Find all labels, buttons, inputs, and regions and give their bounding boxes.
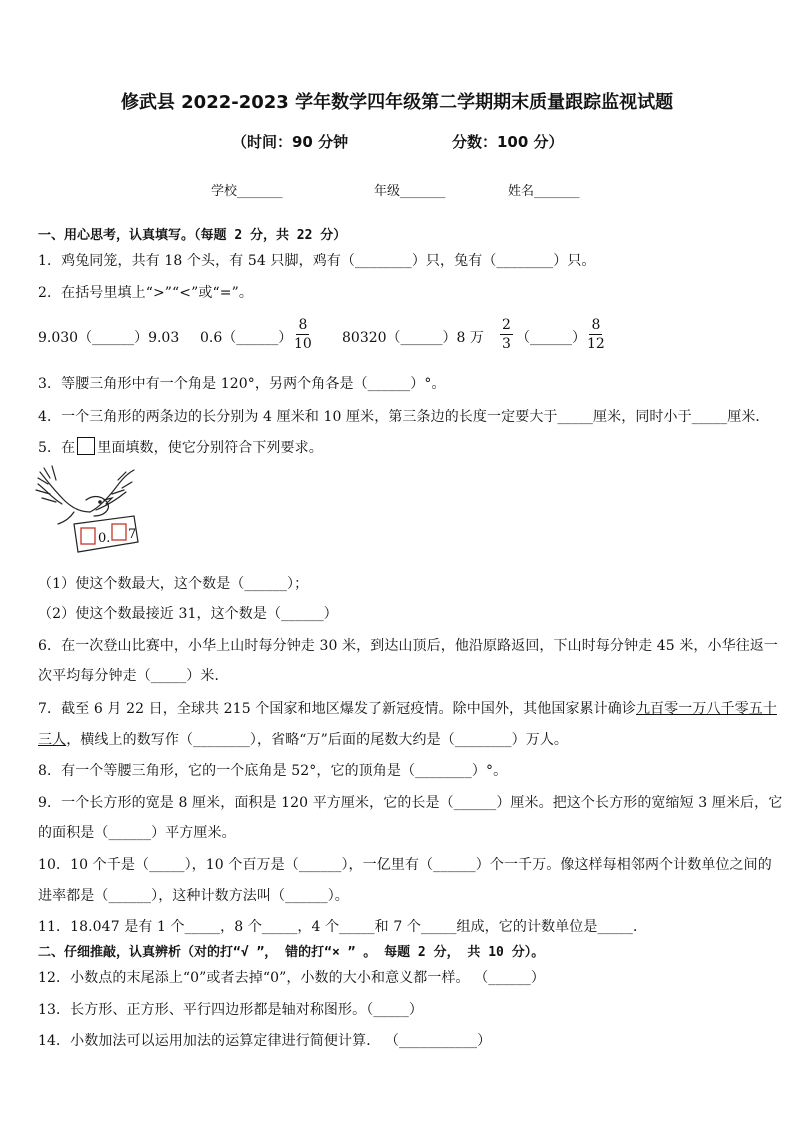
question-6-line-2: 次平均每分钟走（_____）米． xyxy=(38,668,229,684)
question-5 xyxy=(38,437,323,457)
question-7-line-1 xyxy=(38,698,777,718)
fraction-denominator: 12 xyxy=(587,336,605,352)
question-7-text-2: ，横线上的数写作（________），省略“万”后面的尾数大约是（________）万人。 xyxy=(66,732,569,748)
sign-blank-square-1 xyxy=(81,528,95,544)
section-two-heading: 二、仔细推敲，认真辨析（对的打“√ ”， 错的打“× ” 。 每题 2 分， 共 10 分）。 xyxy=(38,945,545,960)
question-8: 8．有一个等腰三角形，它的一个底角是 52°，它的顶角是（________）°。 xyxy=(38,763,508,779)
exam-score: 分数：100 分） xyxy=(452,133,564,151)
fraction-numerator: 8 xyxy=(298,317,308,333)
question-11: 11．18.047 是有 1 个_____，8 个_____，4 个_____和 7 个_____组成，它的计数单位是_____． xyxy=(38,919,648,935)
question-7-underlined-number: 九百零一万八千零五十 xyxy=(635,701,777,717)
fraction-2-3 xyxy=(500,316,513,353)
question-12: 12．小数点的末尾添上“0”或者去掉“0”，小数的大小和意义都一样。 （______） xyxy=(38,970,546,986)
question-7-text: 7．截至 6 月 22 日，全球共 215 个国家和地区爆发了新冠疫情。除中国外，其他国家累计确诊 xyxy=(38,701,636,717)
compare-item-a: 9.030（______）9.03 xyxy=(38,330,180,346)
question-2: 2．在括号里填上“>”“<”或“=”。 xyxy=(38,285,253,301)
bird-with-sign-illustration xyxy=(34,460,144,560)
compare-item-c: 80320（______）8 万 xyxy=(342,330,484,346)
number-sign xyxy=(74,516,138,552)
blank-square-icon xyxy=(77,437,95,455)
fraction-numerator: 2 xyxy=(502,317,511,333)
question-5-part-2: （2）使这个数最接近 31，这个数是（______） xyxy=(38,606,338,622)
question-3: 3．等腰三角形中有一个角是 120°，另两个角各是（______）°。 xyxy=(38,376,446,392)
fraction-denominator: 3 xyxy=(502,336,511,352)
section-one-heading: 一、用心思考，认真填写。（每题 2 分，共 22 分） xyxy=(38,228,347,243)
school-field[interactable]: 学校_______ xyxy=(211,184,283,199)
bird-icon xyxy=(36,466,134,524)
question-13: 13．长方形、正方形、平行四边形都是轴对称图形。（_____） xyxy=(38,1002,423,1018)
question-5-part-1: （1）使这个数最大，这个数是（______）； xyxy=(38,576,309,592)
question-5-text: 里面填数，使它分别符合下列要求。 xyxy=(97,440,323,456)
fraction-8-12 xyxy=(587,316,605,353)
fraction-8-10 xyxy=(294,316,312,353)
compare-item-d: （______） xyxy=(516,330,586,346)
question-6-line-1: 6．在一次登山比赛中，小华上山时每分钟走 30 米，到达山顶后，他沿原路返回，下山时每分钟走 45 米，小华往返一 xyxy=(38,638,779,654)
question-10-line-1: 10．10 个千是（_____），10 个百万是（______），一亿里有（______）个一千万。像这样每相邻两个计数单位之间的 xyxy=(38,857,772,873)
sign-digit-text: 7 xyxy=(128,527,137,542)
fraction-denominator: 10 xyxy=(294,336,312,352)
name-field[interactable]: 姓名_______ xyxy=(508,184,580,199)
fraction-numerator: 8 xyxy=(591,317,601,333)
question-1: 1．鸡兔同笼，共有 18 个头，有 54 只脚，鸡有（________）只，兔有（________）只。 xyxy=(38,253,596,269)
question-5-prefix: 5．在 xyxy=(38,440,76,456)
sign-blank-square-2 xyxy=(112,524,126,540)
sign-decimal-text: 0. xyxy=(98,531,111,546)
question-10-line-2: 进率都是（______），这种计数方法叫（______）。 xyxy=(38,888,349,904)
question-9-line-2: 的面积是（______）平方厘米。 xyxy=(38,825,236,841)
question-7-underlined-tail: 三人 xyxy=(38,732,67,748)
question-14: 14．小数加法可以运用加法的运算定律进行简便计算． （___________） xyxy=(38,1033,492,1049)
question-7-line-2 xyxy=(38,729,568,749)
page-title: 修武县 2022-2023 学年数学四年级第二学期期末质量跟踪监视试题 xyxy=(120,92,674,113)
exam-time: （时间：90 分钟 xyxy=(232,133,349,151)
grade-field[interactable]: 年级_______ xyxy=(374,184,446,199)
question-9-line-1: 9．一个长方形的宽是 8 厘米，面积是 120 平方厘米，它的长是（______）厘米。把这个长方形的宽缩短 3 厘米后，它 xyxy=(38,795,783,811)
compare-item-b: 0.6（______） xyxy=(200,330,293,346)
question-4: 4．一个三角形的两条边的长分别为 4 厘米和 10 厘米，第三条边的长度一定要大于_____厘米，同时小于_____厘米． xyxy=(38,409,770,425)
